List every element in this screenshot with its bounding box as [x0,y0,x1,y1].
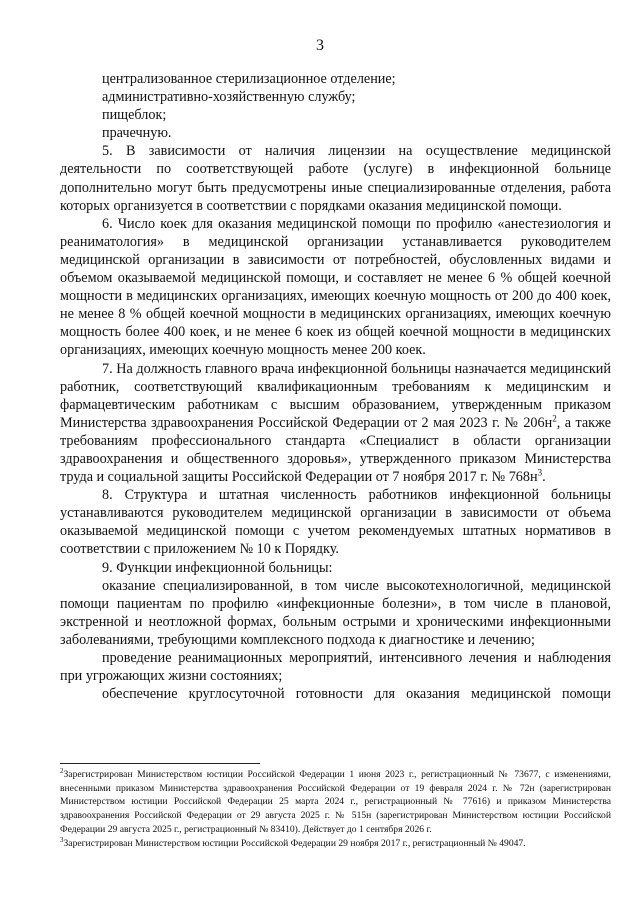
footnote-ref-2: 2 [552,413,557,424]
list-item-admin-service: административно-хозяйственную службу; [102,89,356,106]
paragraph-7 [60,360,611,487]
footnote-3-text: Зарегистрирован Министерством юстиции Российской Федерации 29 ноября 2017 г., регистрационный № 49047. [63,837,526,849]
paragraph-6: 6. Число коек для оказания медицинской помощи по профилю «анестезиология и реаниматология» в медицинской организации устанавливается руководителем медицинской организации в зависимости от потребностей, обусловленных видами и объемом оказываемой медицинской помощи, и составляет не менее 6 % общей коечной мощности в медицинских организациях, имеющих коечную мощность от 200 до 400 коек, не менее 8 % общей коечной мощности в медицинских организациях, имеющих коечную мощность более 400 коек, и не менее 6 коек из общей коечной мощности в медицинских организациях, имеющих коечную мощность менее 200 коек. [60,215,611,359]
footnote-2 [60,768,611,837]
paragraph-9-heading: 9. Функции инфекционной больницы: [102,559,333,576]
document-body [60,70,611,703]
function-item-specialized-care: оказание специализированной, в том числе высокотехнологичной, медицинской помощи пациентам по профилю «инфекционные болезни», в том числе в плановой, экстренной и неотложной формах, больным острыми и хроническими инфекционными заболеваниями, требующими комплексного подхода к диагностике и лечению; [60,577,611,648]
paragraph-7-text-1: 7. На должность главного врача инфекционной больницы назначается медицинский работник, соответствующий квалификационным требованиям к медицинским и фармацевтическим работникам с высшим образованием, утвержденным приказом Министерства здравоохранения Российской Федерации от 2 мая 2023 г. № 206н [60,360,611,431]
footnote-mark-2: 2 [60,766,64,775]
footnotes [60,768,611,850]
footnote-mark-3: 3 [60,835,64,844]
paragraph-5: 5. В зависимости от наличия лицензии на осуществление медицинской деятельности по соответствующей работе (услуге) в инфекционной больнице дополнительно могут быть предусмотрены иные специализированные отделения, работа которых организуется в соответствии с порядками оказания медицинской помощи. [60,143,611,214]
paragraph-8: 8. Структура и штатная численность работников инфекционной больницы устанавливаются руководителем медицинской организации в зависимости от объема оказываемой медицинской помощи с учетом рекомендуемых штатных нормативов в соответствии с приложением № 10 к Порядку. [60,487,611,558]
list-item-laundry: прачечную. [102,125,172,142]
paragraph-7-text-3: . [542,469,546,486]
footnote-divider [60,763,260,764]
list-item-food-unit: пищеблок; [102,107,167,124]
footnote-ref-3: 3 [537,467,543,478]
function-item-round-the-clock: обеспечение круглосуточной готовности для оказания медицинской помощи [102,686,611,703]
page-number: 3 [316,37,324,54]
paragraph-7-text-2: , а также требованиям профессионального стандарта «Специалист в области организации здравоохранения и общественного здоровья», утвержденного приказом Министерства труда и социальной защиты Российской Федерации от 7 ноября 2017 г. № 768н [60,414,611,486]
list-item-sterilization: централизованное стерилизационное отделение; [102,71,396,87]
footnote-2-text: Зарегистрирован Министерством юстиции Российской Федерации 1 июня 2023 г., регистрационный № 73677, с изменениями, внесенными приказом Министерства здравоохранения Российской Федерации от 19 февраля 2024 г. № 72н (зарегистрирован Министерством юстиции Российской Федерации 25 марта 2024 г., регистрационный № 77616) и приказом Министерства здравоохранения Российской Федерации от 29 августа 2025 г. № 515н (зарегистрирован Министерством юстиции Российской Федерации 29 августа 2025 г., регистрационный № 83410). Действует до 1 сентября 2026 г. [60,769,611,835]
footnote-3 [60,837,611,851]
function-item-resuscitation: проведение реанимационных мероприятий, интенсивного лечения и наблюдения при угрожающих жизни состояниях; [60,650,611,685]
